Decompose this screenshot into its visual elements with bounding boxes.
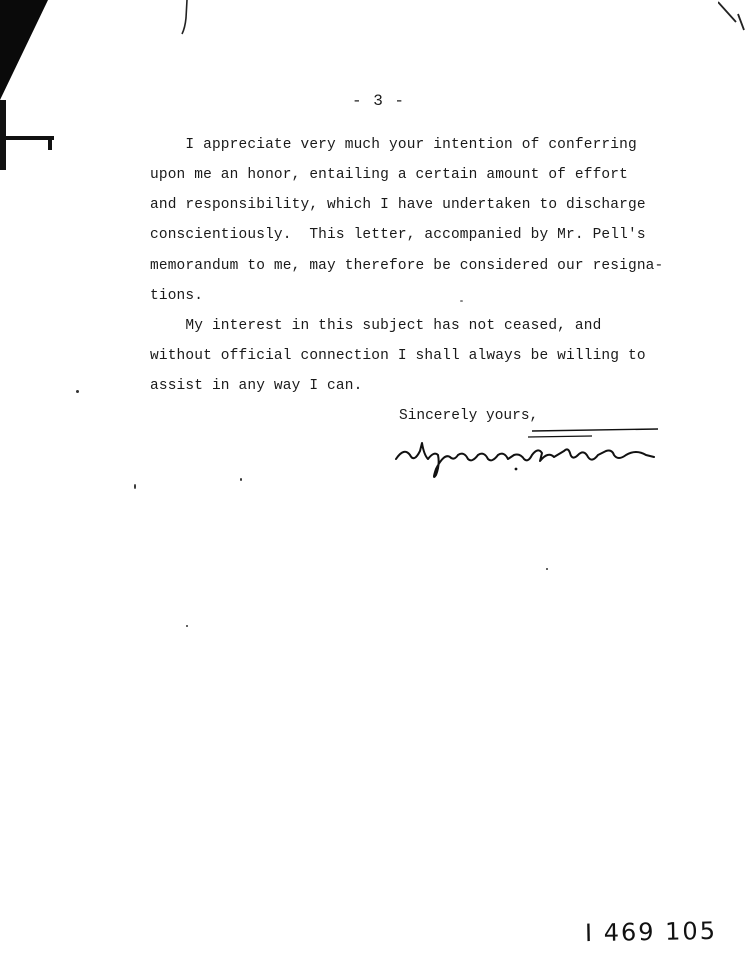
letter-line: tions. xyxy=(150,288,204,304)
scan-speck xyxy=(546,568,548,570)
scan-speck xyxy=(460,300,463,302)
letter-line: My interest in this subject has not ceased, and xyxy=(150,318,602,334)
letter-line: without official connection I shall always be willing to xyxy=(150,348,646,364)
letter-line: memorandum to me, may therefore be considered our resigna- xyxy=(150,258,664,274)
scan-speck xyxy=(134,484,136,489)
scan-corner-mark xyxy=(718,0,750,40)
archive-reference-number: I 469 105 xyxy=(584,916,718,948)
handwritten-signature xyxy=(392,425,662,485)
letter-line: I appreciate very much your intention of conferring xyxy=(150,137,637,153)
scan-shadow-corner xyxy=(0,0,60,170)
letter-line: and responsibility, which I have undertaken to discharge xyxy=(150,197,646,213)
page-number: - 3 - xyxy=(352,92,406,110)
scan-speck xyxy=(240,478,242,481)
scan-speck xyxy=(76,390,79,393)
letter-line: conscientiously. This letter, accompanied by Mr. Pell's xyxy=(150,227,646,243)
letter-line: assist in any way I can. xyxy=(150,378,363,394)
scan-tick-mark xyxy=(180,0,192,40)
closing-salutation: Sincerely yours, xyxy=(399,408,539,424)
scan-speck xyxy=(186,625,188,627)
letter-line: upon me an honor, entailing a certain amount of effort xyxy=(150,167,628,183)
